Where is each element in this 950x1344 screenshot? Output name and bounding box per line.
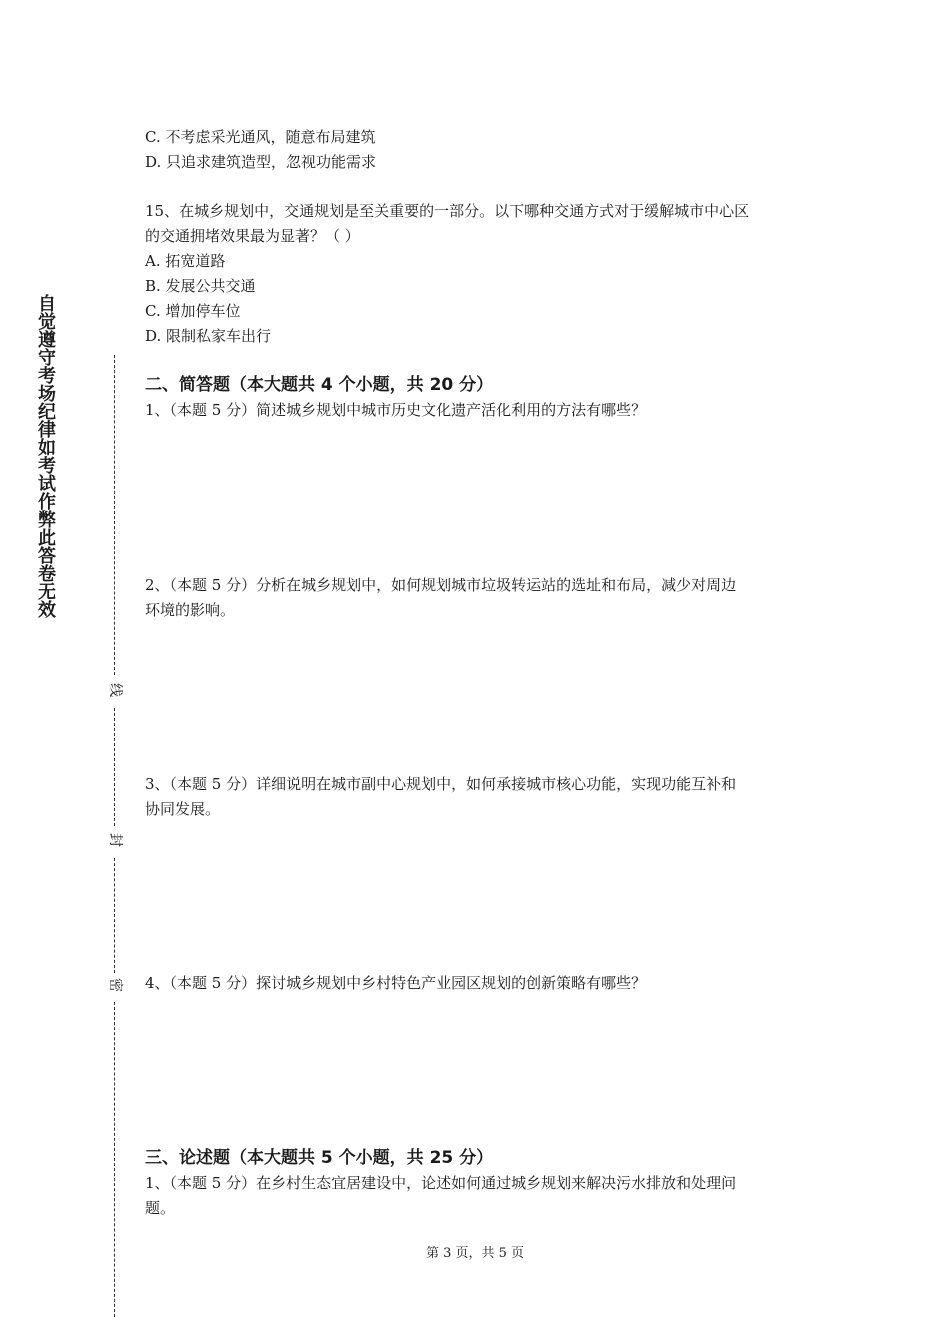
section2-q2-line-1: 2、（本题 5 分）分析在城乡规划中，如何规划城市垃圾转运站的选址和布局，减少对周边 xyxy=(145,576,737,594)
seal-dashed-line-2 xyxy=(114,708,115,826)
q15-option-b: B. 发展公共交通 xyxy=(145,277,256,295)
page-number: 第 3 页，共 5 页 xyxy=(425,1246,525,1261)
seal-dashed-line-4 xyxy=(114,1002,115,1317)
q15-option-c: C. 增加停车位 xyxy=(145,302,241,320)
section2-q1: 1、（本题 5 分）简述城乡规划中城市历史文化遗产活化利用的方法有哪些？ xyxy=(145,401,647,419)
seal-dashed-line-1 xyxy=(114,355,115,675)
section2-q3-line-2: 协同发展。 xyxy=(145,800,221,818)
section2-q3-line-1: 3、（本题 5 分）详细说明在城市副中心规划中，如何承接城市核心功能，实现功能互补和 xyxy=(145,775,737,793)
section2-q2-line-2: 环境的影响。 xyxy=(145,601,236,619)
q15-stem-line-2: 的交通拥堵效果最为显著？（ ） xyxy=(145,227,360,245)
seal-char-xian: 线 xyxy=(107,683,123,697)
section3-title: 三、论述题（本大题共 5 个小题，共 25 分） xyxy=(145,1148,494,1168)
section2-title: 二、简答题（本大题共 4 个小题，共 20 分） xyxy=(145,375,494,395)
q14-option-d: D. 只追求建筑造型，忽视功能需求 xyxy=(145,153,377,171)
exam-warning-vertical: 自觉遵守考场纪律如考试作弊此答卷无效 xyxy=(35,294,56,618)
q14-option-c: C. 不考虑采光通风，随意布局建筑 xyxy=(145,128,376,146)
seal-dashed-line-3 xyxy=(114,858,115,973)
section3-q1-line-2: 题。 xyxy=(145,1199,176,1217)
seal-char-mi: 密 xyxy=(107,978,123,992)
q15-option-a: A. 拓宽道路 xyxy=(145,252,226,270)
section2-q4: 4、（本题 5 分）探讨城乡规划中乡村特色产业园区规划的创新策略有哪些？ xyxy=(145,974,647,992)
q15-option-d: D. 限制私家车出行 xyxy=(145,327,272,345)
q15-stem-line-1: 15、在城乡规划中，交通规划是至关重要的一部分。以下哪种交通方式对于缓解城市中心区 xyxy=(145,202,750,220)
section3-q1-line-1: 1、（本题 5 分）在乡村生态宜居建设中，论述如何通过城乡规划来解决污水排放和处理问 xyxy=(145,1174,737,1192)
seal-char-feng: 封 xyxy=(107,833,123,847)
